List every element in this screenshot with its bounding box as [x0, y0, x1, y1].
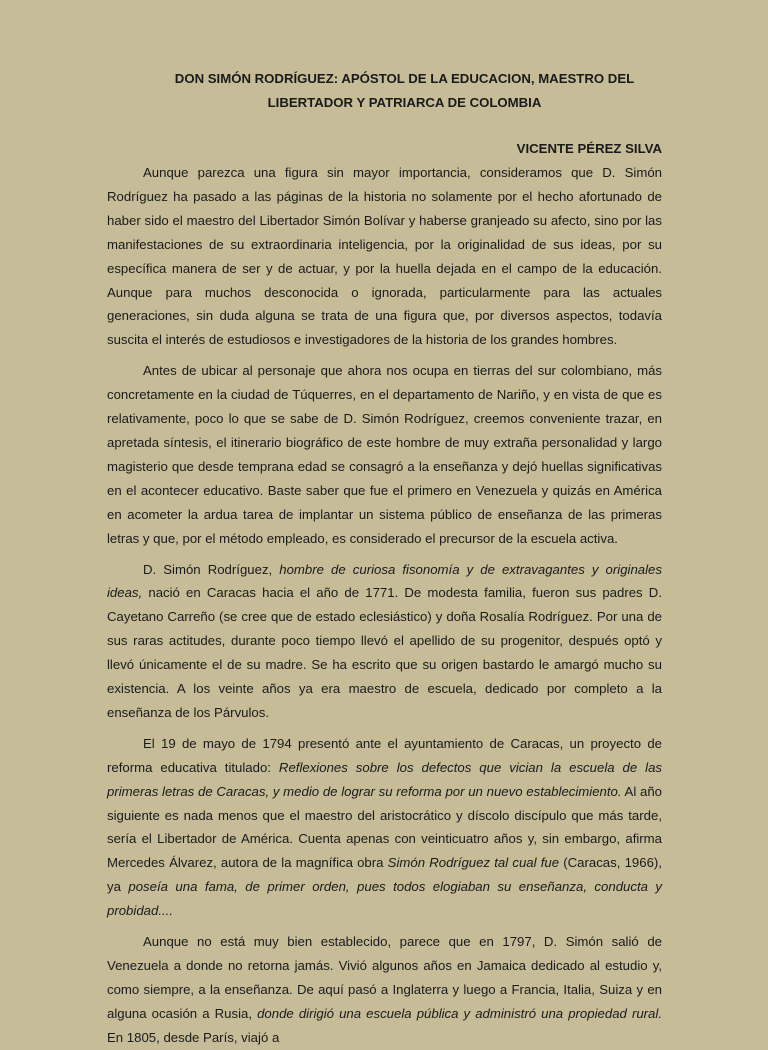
paragraph-text: Aunque parezca una figura sin mayor importancia, consideramos que D. Simón Rodríguez ha pasado a las páginas de la historia no solamente por el hecho afortunado de haber sido el maestro del Libertador Simón Bolívar y haberse granjeado su afecto, sino por las manifestaciones de su extraordinaria inteligencia, por la originalidad de sus ideas, por su específica manera de ser y de actuar, y por la huella dejada en el campo de la educación. Aunque para muchos desconocida o ignorada, particularmente para las actuales generaciones, sin duda alguna se trata de una figura que, por diversos aspectos, todavía suscita el interés de estudiosos e investigadores de la historia de los grandes hombres.: [107, 165, 662, 348]
paragraph-text: D. Simón Rodríguez,: [143, 561, 280, 577]
paragraph-text: El 19 de mayo de 1794 presentó ante el ayuntamiento de Caracas, un proyecto de reforma educativa titulado:: [107, 735, 662, 775]
title-line-2: LIBERTADOR Y PATRIARCA DE COLOMBIA: [267, 95, 542, 110]
paragraph-3: [107, 558, 662, 725]
paragraph-4: [107, 732, 662, 923]
paragraph-text: Al año siguiente es nada menos que el maestro del aristocrático y díscolo discípulo que más tarde, sería el Libertador de América. Cuenta apenas con veinticuatro años y, sin embargo, afirma Mercedes Álvarez, autora de la magnífica obra: [107, 783, 663, 871]
paragraph-text: Aunque no está muy bien establecido, parece que en 1797, D. Simón salió de Venezuela a donde no retorna jamás. Vivió algunos años en Jamaica dedicado al estudio y, como siempre, a la enseñanza. De aquí pasó a Inglaterra y luego a Francia, Italia, Suiza y en alguna ocasión a Rusia,: [107, 934, 662, 1021]
paragraph-text: (Caracas, 1966), ya: [107, 855, 662, 895]
italic-quote: hombre de curiosa fisonomía y de extravagantes y originales ideas,: [107, 561, 662, 601]
italic-quote: donde dirigió una escuela pública y administró una propiedad rural.: [257, 1005, 662, 1021]
paragraph-text: Antes de ubicar al personaje que ahora nos ocupa en tierras del sur colombiano, más concretamente en la ciudad de Túquerres, en el departamento de Nariño, y en vista de que es relativamente, poco lo que se sabe de D. Simón Rodríguez, creemos conveniente trazar, en apretada síntesis, el itinerario biográfico de este hombre de muy extraña personalidad y largo magisterio que desde temprana edad se consagró a la enseñanza y dejó huellas significativas en el acontecer educativo. Baste saber que fue el primero en Venezuela y quizás en América en acometer la ardua tarea de implantar un sistema público de enseñanza de las primeras letras y que, por el método empleado, es considerado el precursor de la escuela activa.: [107, 363, 662, 546]
italic-quote: poseía una fama, de primer orden, pues todos elogiaban su enseñanza, conducta y probidad....: [107, 879, 662, 919]
italic-book-title: Simón Rodríguez tal cual fue: [387, 855, 560, 871]
paragraph-text: En 1805, desde París, viajó a: [107, 1029, 280, 1045]
document-title: [107, 67, 662, 115]
paragraph-1: [107, 161, 662, 352]
title-line-1: DON SIMÓN RODRÍGUEZ: APÓSTOL DE LA EDUCACION, MAESTRO DEL: [174, 71, 635, 86]
paragraph-2: [107, 359, 662, 550]
italic-title: Reflexiones sobre los defectos que vician la escuela de las primeras letras de Caracas, y medio de lograr su reforma por un nuevo establecimiento.: [107, 759, 662, 799]
paragraph-5: [107, 930, 662, 1050]
paragraph-text: nació en Caracas hacia el año de 1771. De modesta familia, fueron sus padres D. Cayetano Carreño (se cree que de estado eclesiástico) y doña Rosalía Rodríguez. Por una de sus raras actitudes, durante poco tiempo llevó el apellido de su progenitor, después optó y llevó únicamente el de su madre. Se ha escrito que su origen bastardo le amargó mucho su existencia. A los veinte años ya era maestro de escuela, dedicado por completo a la enseñanza de los Párvulos.: [107, 585, 662, 720]
author-name: VICENTE PÉREZ SILVA: [516, 141, 662, 156]
